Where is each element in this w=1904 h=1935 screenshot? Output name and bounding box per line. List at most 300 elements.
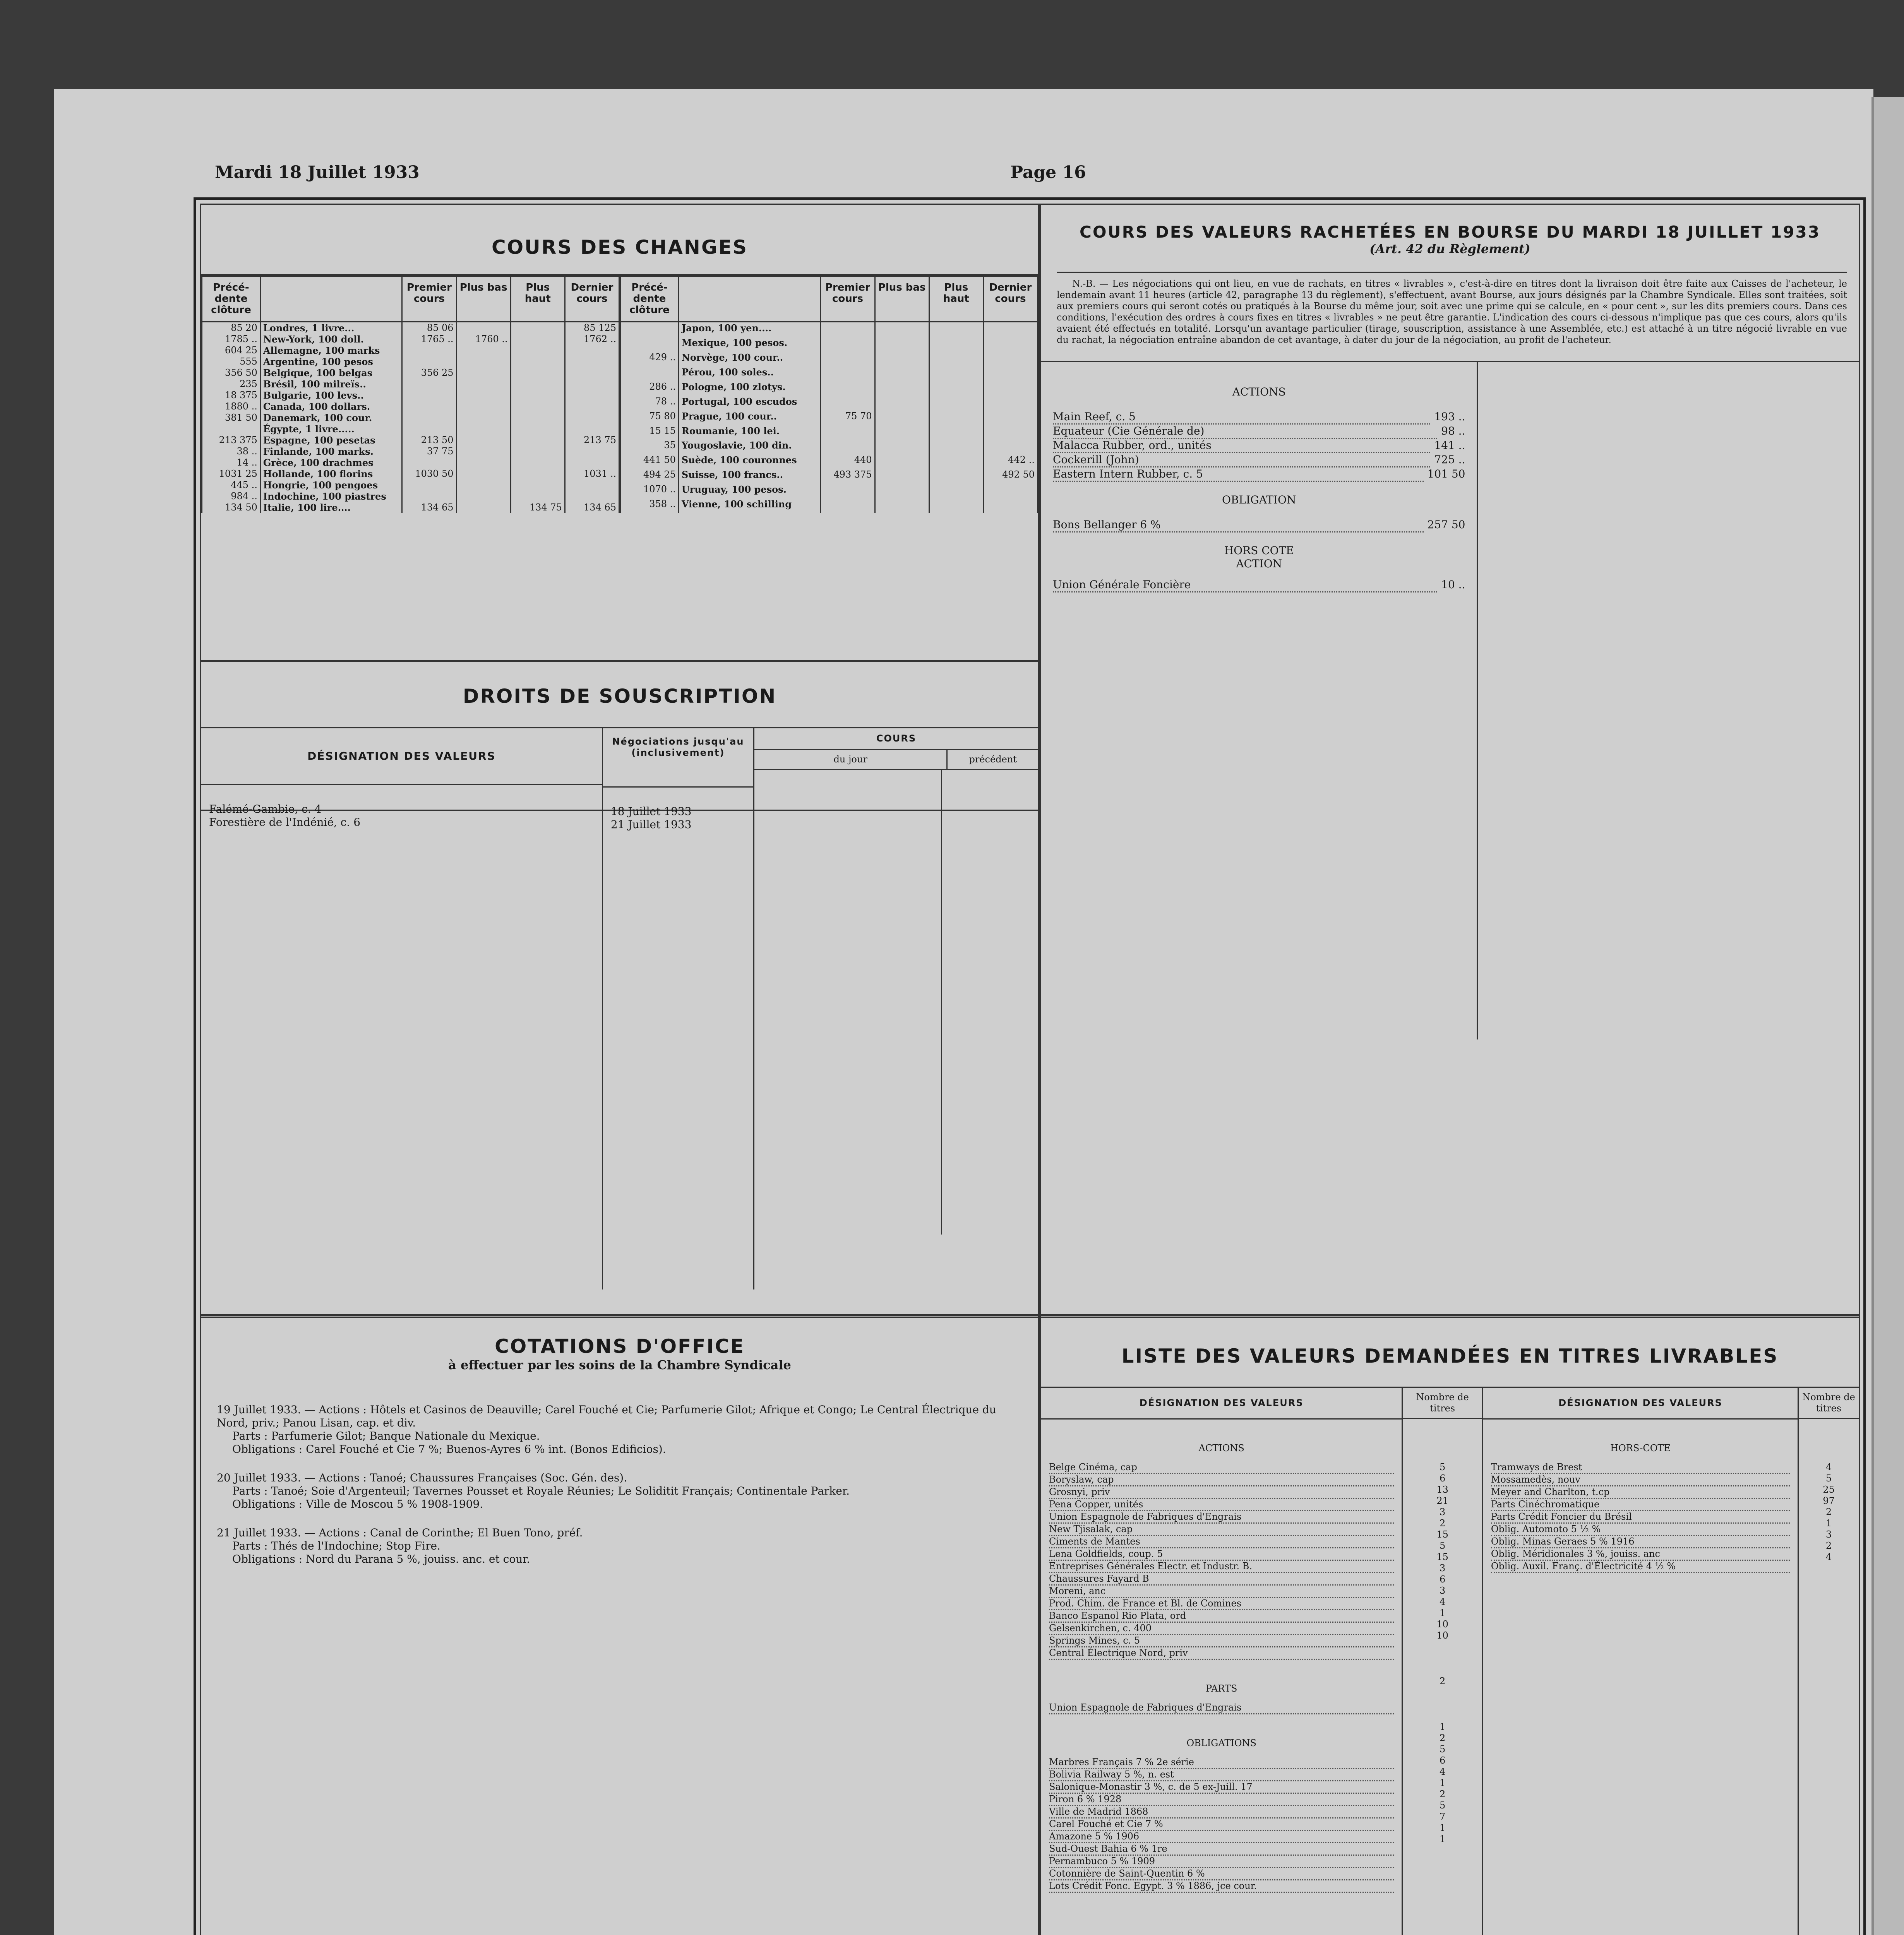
- table-cell: [875, 498, 929, 513]
- list-item-name: Meyer and Charlton, t.cp: [1491, 1486, 1790, 1499]
- table-row: [202, 334, 619, 345]
- table-cell: 213 50: [402, 435, 456, 446]
- cotation-paragraph: Obligations : Carel Fouché et Cie 7 %; Buenos-Ayres 6 % int. (Bonos Edificios).: [232, 1443, 666, 1456]
- rachetees-blank: [1478, 362, 1859, 1039]
- table-row: [620, 484, 1038, 498]
- table-cell: 1760 ..: [456, 334, 511, 345]
- list-item-count: 2: [1825, 1507, 1832, 1517]
- table-cell: Danemark, 100 cour.: [260, 412, 402, 423]
- col-header: [260, 276, 402, 322]
- list-item: [1053, 518, 1465, 533]
- table-cell: [929, 337, 983, 352]
- table-cell: Bulgarie, 100 levs..: [260, 390, 402, 401]
- table-cell: Pologne, 100 zlotys.: [679, 381, 821, 396]
- list-item: [1053, 467, 1465, 482]
- table-cell: [875, 366, 929, 381]
- header-page-number: Page 16: [1010, 163, 1086, 182]
- table-cell: [402, 390, 456, 401]
- list-item-name: Ciments de Mantes: [1049, 1536, 1394, 1548]
- table-cell: 492 50: [983, 469, 1037, 484]
- table-cell: [929, 440, 983, 454]
- table-cell: [402, 345, 456, 356]
- list-item-name: Prod. Chim. de France et Bl. de Comines: [1049, 1598, 1394, 1610]
- list-item-count: 5: [1439, 1744, 1446, 1755]
- table-cell: Espagne, 100 pesetas: [260, 435, 402, 446]
- table-cell: [983, 322, 1037, 337]
- list-item-count: 1: [1439, 1834, 1446, 1844]
- table-cell: [983, 425, 1037, 440]
- table-cell: [402, 491, 456, 502]
- liste-col-designation-2: DÉSIGNATION DES VALEURS: [1483, 1388, 1798, 1420]
- list-item-name: Piron 6 % 1928: [1049, 1794, 1394, 1806]
- table-cell: [929, 366, 983, 381]
- table-cell: Vienne, 100 schilling: [679, 498, 821, 513]
- table-cell: [929, 352, 983, 366]
- table-cell: 235: [202, 378, 260, 390]
- table-cell: 441 50: [620, 454, 679, 469]
- table-cell: [402, 412, 456, 423]
- table-cell: 213 375: [202, 435, 260, 446]
- table-cell: Allemagne, 100 marks: [260, 345, 402, 356]
- table-cell: 1762 ..: [565, 334, 619, 345]
- table-cell: Mexique, 100 pesos.: [679, 337, 821, 352]
- table-row: [620, 352, 1038, 366]
- table-cell: 984 ..: [202, 491, 260, 502]
- list-item-name: Pena Copper, unités: [1049, 1499, 1394, 1511]
- table-cell: [511, 401, 565, 412]
- table-cell: [565, 446, 619, 457]
- list-item-name: Moreni, anc: [1049, 1586, 1394, 1598]
- table-cell: 445 ..: [202, 479, 260, 491]
- list-item: [1053, 410, 1465, 425]
- table-cell: [620, 322, 679, 337]
- item-name: Cockerill (John): [1053, 453, 1430, 467]
- droits-col-jour: du jour: [754, 750, 948, 769]
- table-cell: [456, 378, 511, 390]
- table-cell: [456, 322, 511, 334]
- table-cell: 134 75: [511, 502, 565, 513]
- table-cell: [620, 337, 679, 352]
- list-item-count: 4: [1825, 1462, 1832, 1473]
- table-cell: [511, 423, 565, 435]
- table-cell: New-York, 100 doll.: [260, 334, 402, 345]
- list-item-count: 5: [1439, 1540, 1446, 1551]
- list-item-count: 13: [1436, 1484, 1448, 1495]
- list-item-name: Amazone 5 % 1906: [1049, 1831, 1394, 1843]
- table-cell: Londres, 1 livre...: [260, 322, 402, 334]
- table-cell: [511, 322, 565, 334]
- rachetees-title: COURS DES VALEURS RACHETÉES EN BOURSE DU MARDI 18 JUILLET 1933: [1080, 223, 1820, 241]
- list-item-count: 2: [1439, 1789, 1446, 1800]
- table-cell: [511, 457, 565, 468]
- table-cell: [983, 440, 1037, 454]
- list-item-name: Bolivia Railway 5 %, n. est: [1049, 1769, 1394, 1781]
- table-cell: 134 65: [402, 502, 456, 513]
- rachetees-hors-cote-label: HORS COTE: [1224, 544, 1294, 557]
- table-cell: [565, 412, 619, 423]
- table-row: [202, 446, 619, 457]
- table-cell: [402, 356, 456, 367]
- table-row: [620, 322, 1038, 337]
- list-item-count: 15: [1436, 1551, 1448, 1562]
- table-cell: [511, 468, 565, 479]
- table-cell: [511, 345, 565, 356]
- table-cell: [402, 457, 456, 468]
- item-name: Union Générale Foncière: [1053, 578, 1437, 592]
- list-item-name: Gelsenkirchen, c. 400: [1049, 1623, 1394, 1635]
- list-item-name: Parts Cinéchromatique: [1491, 1499, 1790, 1511]
- table-cell: [456, 479, 511, 491]
- table-cell: [565, 423, 619, 435]
- list-item-name: Cotonnière de Saint-Quentin 6 %: [1049, 1868, 1394, 1880]
- table-cell: [983, 484, 1037, 498]
- table-cell: Portugal, 100 escudos: [679, 396, 821, 411]
- list-item-count: 4: [1439, 1766, 1446, 1777]
- droits-name: Forestière de l'Indénié, c. 6: [209, 816, 361, 829]
- list-item-count: 1: [1439, 1777, 1446, 1788]
- list-item: [1053, 425, 1465, 439]
- table-cell: [821, 396, 875, 411]
- list-item-name: Carel Fouché et Cie 7 %: [1049, 1819, 1394, 1831]
- item-value: 257 50: [1427, 518, 1465, 531]
- table-row: [202, 367, 619, 378]
- table-cell: [620, 366, 679, 381]
- table-cell: 440: [821, 454, 875, 469]
- table-cell: Hongrie, 100 pengoes: [260, 479, 402, 491]
- list-item-name: Chaussures Fayard B: [1049, 1573, 1394, 1586]
- list-item-name: Banco Espanol Rio Plata, ord: [1049, 1610, 1394, 1623]
- rachetees-note: N.-B. — Les négociations qui ont lieu, en vue de rachats, en titres « livrables », c'est-à-dire en titres dont la livraison doit être faite aux Caisses de l'acheteur, le lendemain avant 11 heures (article 42, paragraphe 13 du règlement), s'effectuent, avant Bourse, aux jours désignés par la Chambre Syndicale. Elles sont traitées, soit aux premiers cours qui seront cotés ou pratiqués à la Bourse du même jour, soit avec une prime qui se calcule, en « pour cent », sur les dits premiers cours. Dans ces conditions, l'exécution des ordres à cours fixes en titres « livrables » ne peut être garantie. L'indication des cours ci-dessous n'implique pas que ces cours, alors qu'ils avaient été effectués en totalité. Lorsqu'un avantage particulier (tirage, souscription, assistance à une Assemblée, etc.) est attaché à un titre négocié livrable en vue du rachat, la négociation entraîne abandon de cet avantage, à dater du jour de la négociation, au profit de l'acheteur.: [1057, 272, 1847, 346]
- table-row: [620, 425, 1038, 440]
- liste-actions-label: ACTIONS: [1198, 1443, 1244, 1454]
- table-cell: [456, 457, 511, 468]
- list-item-count: 6: [1439, 1574, 1446, 1585]
- list-item-count: 3: [1439, 1563, 1446, 1574]
- table-cell: Yougoslavie, 100 din.: [679, 440, 821, 454]
- table-row: [202, 390, 619, 401]
- list-item-name: Oblig. Automoto 5 ½ %: [1491, 1524, 1790, 1536]
- table-cell: 1031 ..: [565, 468, 619, 479]
- cotation-paragraph: Parts : Tanoé; Soie d'Argenteuil; Tavernes Pousset et Royale Réunies; Le Soliditit Français; Continentale Parker.: [232, 1485, 850, 1497]
- table-cell: Argentine, 100 pesos: [260, 356, 402, 367]
- col-header: Plus haut: [929, 276, 983, 322]
- table-cell: Suisse, 100 francs..: [679, 469, 821, 484]
- changes-table-left: [201, 276, 620, 513]
- table-cell: [456, 356, 511, 367]
- list-item-name: Boryslaw, cap: [1049, 1474, 1394, 1486]
- list-item-count: 1: [1825, 1518, 1832, 1529]
- liste-col-nombre: Nombre de titres: [1403, 1388, 1482, 1419]
- table-cell: [511, 390, 565, 401]
- col-header: [679, 276, 821, 322]
- table-cell: 381 50: [202, 412, 260, 423]
- table-row: [202, 457, 619, 468]
- table-cell: [456, 345, 511, 356]
- list-item-count: 2: [1439, 1733, 1446, 1743]
- page-frame: [194, 197, 1866, 1935]
- droits-col-prec: précédent: [969, 754, 1017, 765]
- list-item-name: Parts Crédit Foncier du Brésil: [1491, 1511, 1790, 1524]
- list-item-count: 97: [1823, 1495, 1835, 1506]
- table-cell: 604 25: [202, 345, 260, 356]
- list-item-count: 10: [1436, 1619, 1448, 1630]
- table-cell: [511, 367, 565, 378]
- col-header: Plus haut: [511, 276, 565, 322]
- table-row: [620, 381, 1038, 396]
- table-cell: Canada, 100 dollars.: [260, 401, 402, 412]
- table-cell: [821, 425, 875, 440]
- table-row: [620, 337, 1038, 352]
- list-item-name: Salonique-Monastir 3 %, c. de 5 ex-Juill. 17: [1049, 1781, 1394, 1794]
- table-cell: Indochine, 100 piastres: [260, 491, 402, 502]
- table-cell: [821, 322, 875, 337]
- table-cell: 78 ..: [620, 396, 679, 411]
- table-cell: [875, 352, 929, 366]
- table-cell: [929, 322, 983, 337]
- table-cell: Grèce, 100 drachmes: [260, 457, 402, 468]
- table-cell: 1785 ..: [202, 334, 260, 345]
- list-item: [1053, 439, 1465, 453]
- droits-souscription-section: [200, 660, 1040, 1318]
- table-cell: [565, 367, 619, 378]
- table-row: [202, 468, 619, 479]
- table-row: [202, 435, 619, 446]
- table-cell: [565, 356, 619, 367]
- table-cell: [929, 484, 983, 498]
- table-cell: [456, 446, 511, 457]
- table-row: [620, 469, 1038, 484]
- col-header: Dernier cours: [983, 276, 1037, 322]
- table-cell: [875, 469, 929, 484]
- col-header: Premier cours: [402, 276, 456, 322]
- list-item-count: 10: [1436, 1630, 1448, 1641]
- item-name: Eastern Intern Rubber, c. 5: [1053, 467, 1424, 482]
- table-cell: [511, 491, 565, 502]
- cotation-paragraph: Parts : Thés de l'Indochine; Stop Fire.: [232, 1539, 440, 1552]
- rachetees-actions-label: ACTIONS: [1232, 385, 1286, 398]
- list-item-count: 2: [1825, 1540, 1832, 1551]
- item-value: 10 ..: [1441, 578, 1465, 591]
- list-item-count: 15: [1436, 1529, 1448, 1540]
- table-cell: [456, 423, 511, 435]
- table-cell: [875, 440, 929, 454]
- liste-title: LISTE DES VALEURS DEMANDÉES EN TITRES LIVRABLES: [1121, 1345, 1779, 1367]
- changes-title: COURS DES CHANGES: [491, 236, 748, 259]
- table-cell: [875, 396, 929, 411]
- table-cell: [929, 454, 983, 469]
- table-cell: [929, 411, 983, 425]
- table-cell: Norvège, 100 cour..: [679, 352, 821, 366]
- table-cell: [402, 378, 456, 390]
- list-item-name: Marbres Français 7 % 2e série: [1049, 1757, 1394, 1769]
- table-cell: 134 50: [202, 502, 260, 513]
- rachetees-subtitle: (Art. 42 du Règlement): [1369, 241, 1530, 256]
- table-cell: [983, 381, 1037, 396]
- list-item-name: Sud-Ouest Bahia 6 % 1re: [1049, 1843, 1394, 1856]
- list-item-name: Entreprises Générales Electr. et Industr. B.: [1049, 1561, 1394, 1573]
- list-item-count: 25: [1823, 1484, 1835, 1495]
- table-cell: [821, 498, 875, 513]
- droits-prec-values: [942, 770, 1038, 1235]
- liste-valeurs-section: [1040, 1314, 1860, 1935]
- table-cell: 134 65: [565, 502, 619, 513]
- rachetees-action-label: ACTION: [1236, 557, 1282, 570]
- table-cell: [983, 366, 1037, 381]
- item-value: 193 ..: [1434, 410, 1465, 423]
- table-cell: [565, 345, 619, 356]
- table-cell: [456, 502, 511, 513]
- list-item-name: Mossamedès, nouv: [1491, 1474, 1790, 1486]
- list-item-count: 3: [1439, 1507, 1446, 1517]
- table-row: [202, 322, 619, 334]
- adjacent-page-edge: [1871, 97, 1904, 1935]
- cotations-title: COTATIONS D'OFFICE: [495, 1335, 745, 1358]
- table-cell: [821, 484, 875, 498]
- list-item-count: 6: [1439, 1755, 1446, 1766]
- liste-col-designation: DÉSIGNATION DES VALEURS: [1041, 1388, 1402, 1420]
- col-header: Premier cours: [821, 276, 875, 322]
- list-item-count: 21: [1436, 1495, 1448, 1506]
- list-item-name: Grosnyi, priv: [1049, 1486, 1394, 1499]
- list-item-name: Union Espagnole de Fabriques d'Engrais: [1049, 1511, 1394, 1524]
- table-cell: [456, 435, 511, 446]
- table-cell: [565, 378, 619, 390]
- table-row: [202, 412, 619, 423]
- table-cell: [929, 381, 983, 396]
- table-cell: 85 125: [565, 322, 619, 334]
- table-cell: [402, 401, 456, 412]
- table-cell: [875, 322, 929, 337]
- list-item-count: 5: [1439, 1462, 1446, 1473]
- table-cell: [456, 401, 511, 412]
- table-cell: 442 ..: [983, 454, 1037, 469]
- cotation-paragraph: Parts : Parfumerie Gilot; Banque Nationale du Mexique.: [232, 1430, 540, 1442]
- table-cell: [821, 352, 875, 366]
- table-row: [202, 345, 619, 356]
- table-cell: 555: [202, 356, 260, 367]
- list-item-count: 1: [1439, 1822, 1446, 1833]
- table-cell: [983, 337, 1037, 352]
- table-cell: 38 ..: [202, 446, 260, 457]
- table-cell: Italie, 100 lire....: [260, 502, 402, 513]
- table-cell: 356 50: [202, 367, 260, 378]
- table-cell: 1765 ..: [402, 334, 456, 345]
- table-cell: [821, 337, 875, 352]
- table-cell: [565, 390, 619, 401]
- table-cell: [456, 412, 511, 423]
- list-item-count: 5: [1439, 1800, 1446, 1811]
- list-item-name: Ville de Madrid 1868: [1049, 1806, 1394, 1819]
- cotations-office-section: [200, 1314, 1040, 1935]
- table-cell: [821, 440, 875, 454]
- table-cell: 37 75: [402, 446, 456, 457]
- list-item-name: Union Espagnole de Fabriques d'Engrais: [1049, 1702, 1394, 1714]
- header-date: Mardi 18 Juillet 1933: [215, 163, 420, 182]
- list-item-name: Springs Mines, c. 5: [1049, 1635, 1394, 1647]
- droits-date: 18 Juillet 1933: [610, 805, 692, 818]
- table-cell: [565, 457, 619, 468]
- table-cell: [875, 411, 929, 425]
- list-item-count: 3: [1825, 1529, 1832, 1540]
- table-cell: 75 70: [821, 411, 875, 425]
- table-cell: [402, 423, 456, 435]
- table-cell: [983, 352, 1037, 366]
- table-cell: Belgique, 100 belgas: [260, 367, 402, 378]
- item-value: 725 ..: [1434, 453, 1465, 466]
- item-value: 101 50: [1427, 467, 1465, 480]
- table-cell: 429 ..: [620, 352, 679, 366]
- list-item-count: 3: [1439, 1585, 1446, 1596]
- table-cell: 18 375: [202, 390, 260, 401]
- cotations-subtitle: à effectuer par les soins de la Chambre Syndicale: [448, 1358, 791, 1372]
- table-cell: Pérou, 100 soles..: [679, 366, 821, 381]
- table-row: [620, 454, 1038, 469]
- liste-col-nombre-2: Nombre de titres: [1799, 1388, 1859, 1419]
- table-cell: [929, 396, 983, 411]
- table-row: [202, 502, 619, 513]
- list-item-count: 4: [1825, 1551, 1832, 1562]
- table-cell: [565, 401, 619, 412]
- liste-parts-label: PARTS: [1206, 1683, 1237, 1694]
- table-cell: Japon, 100 yen....: [679, 322, 821, 337]
- cotation-paragraph: 21 Juillet 1933. — Actions : Canal de Corinthe; El Buen Tono, préf.: [217, 1526, 583, 1539]
- table-cell: Hollande, 100 florins: [260, 468, 402, 479]
- droits-title: DROITS DE SOUSCRIPTION: [463, 685, 777, 707]
- droits-col-cours: COURS: [754, 728, 1038, 750]
- table-cell: 15 15: [620, 425, 679, 440]
- table-cell: [929, 498, 983, 513]
- table-cell: [511, 378, 565, 390]
- list-item-name: Lena Goldfields, coup. 5: [1049, 1548, 1394, 1561]
- table-cell: [456, 390, 511, 401]
- liste-hors-cote-label: HORS-COTE: [1610, 1443, 1671, 1454]
- table-row: [620, 366, 1038, 381]
- rachetees-list: [1041, 362, 1478, 1039]
- item-name: Malacca Rubber, ord., unités: [1053, 439, 1430, 453]
- table-cell: 1880 ..: [202, 401, 260, 412]
- list-item-count: 5: [1825, 1473, 1832, 1484]
- list-item-name: Oblig. Auxil. Franç. d'Électricité 4 ½ %: [1491, 1561, 1790, 1573]
- droits-date: 21 Juillet 1933: [610, 818, 692, 831]
- table-cell: Brésil, 100 milreïs..: [260, 378, 402, 390]
- cotation-paragraph: Obligations : Nord du Parana 5 %, jouiss. anc. et cour.: [232, 1553, 530, 1565]
- table-cell: [875, 381, 929, 396]
- col-header: Dernier cours: [565, 276, 619, 322]
- list-item-name: Oblig. Minas Geraes 5 % 1916: [1491, 1536, 1790, 1548]
- table-cell: [511, 435, 565, 446]
- table-cell: [875, 337, 929, 352]
- list-item-name: New Tjisalak, cap: [1049, 1524, 1394, 1536]
- col-header: Plus bas: [875, 276, 929, 322]
- table-cell: [929, 469, 983, 484]
- rachetees-obligation-label: OBLIGATION: [1222, 493, 1296, 506]
- liste-obligations-label: OBLIGATIONS: [1186, 1738, 1256, 1748]
- table-cell: 1030 50: [402, 468, 456, 479]
- col-header: Précé-dente clôture: [202, 276, 260, 322]
- list-item: [1053, 578, 1465, 592]
- table-cell: [402, 479, 456, 491]
- list-item-count: 4: [1439, 1596, 1446, 1607]
- table-cell: 35: [620, 440, 679, 454]
- table-cell: Uruguay, 100 pesos.: [679, 484, 821, 498]
- table-row: [202, 491, 619, 502]
- droits-nego-col: [603, 728, 754, 1289]
- cotation-paragraph: 19 Juillet 1933. — Actions : Hôtels et Casinos de Deauville; Carel Fouché et Cie; Parfumerie Gilot; Afrique et Congo; Le Central Électrique du Nord, priv.; Panou Lisan, cap. et div.: [217, 1403, 996, 1429]
- table-cell: Finlande, 100 marks.: [260, 446, 402, 457]
- item-value: 141 ..: [1434, 439, 1465, 452]
- table-row: [620, 396, 1038, 411]
- table-row: [202, 356, 619, 367]
